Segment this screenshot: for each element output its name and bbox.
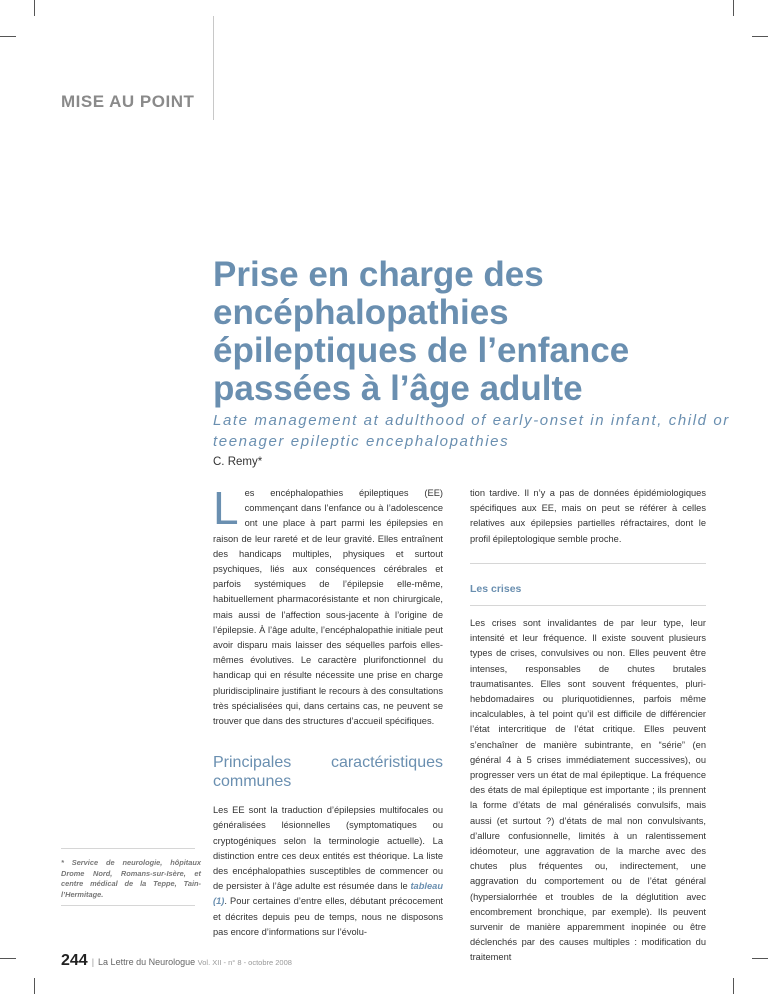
author: C. Remy*: [213, 456, 263, 468]
footnote-rule: [61, 905, 195, 906]
footer-separator: |: [91, 957, 95, 967]
intro-paragraph: Les encéphalopathies épileptiques (EE) commençant dans l’enfance ou à l’adolescence ont une place à part parmi les épilepsies en raison de leur rareté et de leur gravité. Elles entraînent des handicaps multiples, physiques et surtout psychiques, liés aux conséquences cérébrales et parfois systémiques de l’épilepsie elle-même, habituellement pharmacorésistante et non chirurgicale, mais aussi de l’affection sous-jacente à l’origine de l’épilepsie. À l’âge adulte, l’encéphalopathie initiale peut avoir disparu mais laisser des séquelles parfois elles-mêmes évolutives. Le caractère plurifonctionnel du handicap qui en résulte nécessite une prise en charge pluridisciplinaire justifiant le recours à des consultations très spécialisées qui, dans certains cas, ne peuvent se trouver que dans des structures d’accueil spécifiques.: [213, 482, 443, 727]
author-affiliation-footnote: * Service de neurologie, hôpitaux Drome Nord, Romans-sur-Isère, et centre médical de la Teppe, Tain-l’Hermitage.: [61, 858, 201, 899]
article-subtitle: Late management at adulthood of early-onset in infant, child or teenager epileptic encephalopathies: [213, 412, 730, 450]
body-paragraph: Les crises sont invalidantes de par leur type, leur intensité et leur fréquence. Il existe souvent plusieurs types de crises, convulsives ou non. Elles peuvent être intenses, responsables de chutes brutales traumatisantes. Elles sont souvent fréquentes, pluri-hebdomadaires ou pluriquotidiennes, parfois même incalculables, à tel point qu’il est difficile de différencier l’état intercritique de l’état critique. Elles peuvent s’enchaîner de manière subintrante, en “série” (en général 4 à 5 crises immédiatement successives), ou progresser vers un état de mal épileptique. La fréquence des états de mal épileptique est importante ; ils prennent la forme d’états de mal généralisés convulsifs, mais aussi (et surtout ?) d’états de mal non convulsivants, d’allure confusionnelle, limités à un ralentissement idéomoteur, une aggravation de la marche avec des chutes plus fréquentes ou, indirectement, une aggravation du comportement ou de l’état général (hypersialorrhée et troubles de la déglutition avec encombrement bronchique, par exemple). Ils peuvent survenir de manière apparemment inopinée ou être déclenchés par des causes multiples : modification du traitement: [470, 618, 706, 963]
crop-mark: [752, 36, 768, 37]
section-heading: Principales caractéristiques communes: [213, 754, 443, 791]
column-left: [213, 482, 444, 940]
crop-mark: [34, 978, 35, 994]
crop-mark: [0, 958, 16, 959]
body-paragraph: tion tardive. Il n’y a pas de données épidémiologiques spécifiques aux EE, mais on peut se référer à celles relatives aux épilepsies partielles réfractaires, dont le profil épileptologique semble proche.: [470, 488, 706, 544]
footnote-rule: [61, 848, 195, 849]
divider: [470, 605, 706, 606]
header-divider: [213, 16, 214, 120]
table-reference-link[interactable]: tableau (1): [213, 881, 444, 907]
drop-cap: L: [213, 482, 239, 534]
subsection-heading: Les crises: [470, 582, 522, 595]
journal-name: La Lettre du Neurologue: [98, 957, 196, 967]
crop-mark: [733, 0, 734, 16]
page-number: 244: [61, 952, 88, 969]
divider: [470, 563, 706, 564]
crop-mark: [733, 978, 734, 994]
body-paragraph: Les EE sont la traduction d’épilepsies multifocales ou généralisées lésionnelles (symptomatiques ou cryptogéniques selon la terminologie actuelle). La distinction entre ces deux entités est théorique. La liste des encéphalopathies susceptibles de commencer ou de persister à l’âge adulte est résumée dans le tableau (1). Pour certaines d’entre elles, débutant précocement et décrites depuis peu de temps, nous ne disposons pas encore d’informations sur l’évolu-: [213, 805, 444, 937]
crop-mark: [34, 0, 35, 16]
section-label: MISE AU POINT: [61, 92, 195, 111]
page-footer: [61, 952, 292, 970]
issue-info: Vol. XII - n° 8 - octobre 2008: [197, 958, 292, 967]
crop-mark: [752, 958, 768, 959]
article-title: Prise en charge des encéphalopathies épileptiques de l’enfance passées à l’âge adulte: [213, 255, 630, 408]
crop-mark: [0, 36, 16, 37]
column-right: [470, 486, 706, 966]
